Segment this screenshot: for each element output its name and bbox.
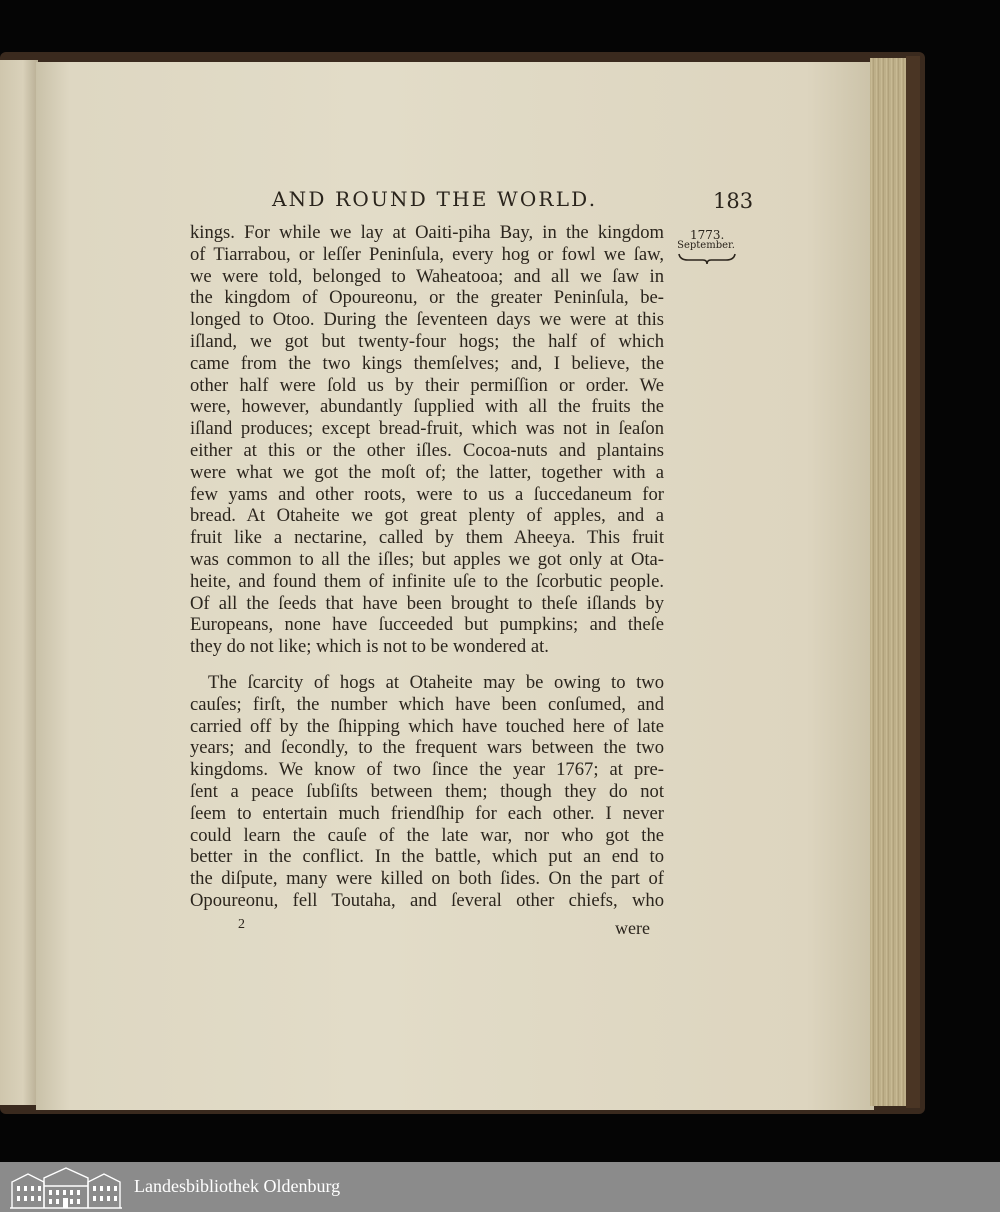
library-name[interactable]: Landesbibliothek Oldenburg: [134, 1176, 341, 1196]
text-line: could learn the cauſe of the late war, nor who got the: [190, 824, 664, 846]
text-line: the kingdom of Opoureonu, or the greater Peninſula, be-: [190, 287, 664, 309]
text-line: The ſcarcity of hogs at Otaheite may be owing to two: [208, 671, 664, 693]
margin-note-year: 1773.: [690, 228, 725, 242]
text-line: heite, and found them of infinite uſe to the ſcorbutic people.: [190, 570, 664, 592]
text-line: Opoureonu, fell Toutaha, and ſeveral other chiefs, who: [190, 889, 664, 911]
text-line: came from the two kings themſelves; and, I believe, the: [190, 352, 664, 374]
page-number: 183: [713, 189, 754, 213]
text-line: were what we got the moſt of; the latter, together with a: [190, 461, 664, 483]
text-line: other half were ſold us by their permiſſion or order. We: [190, 374, 664, 396]
catchword: were: [615, 918, 650, 938]
text-line: they do not like; which is not to be wondered at.: [190, 636, 549, 658]
text-line: cauſes; firſt, the number which have been conſumed, and: [190, 693, 664, 715]
text-line: Of all the ſeeds that have been brought to theſe iſlands by: [190, 592, 664, 614]
text-line: either at this or the other iſles. Cocoa-nuts and plantains: [190, 439, 664, 461]
text-line: we were told, belonged to Waheatooa; and all we ſaw in: [190, 265, 664, 287]
text-line: bread. At Otaheite we got great plenty of apples, and a: [190, 505, 664, 527]
text-line: kings. For while we lay at Oaiti-piha Bay, in the kingdom: [190, 222, 664, 243]
text-line: were, however, abundantly ſupplied with all the fruits the: [190, 396, 664, 418]
text-line: better in the conflict. In the battle, which put an end to: [190, 846, 664, 868]
text-line: of Tiarrabou, or leſſer Peninſula, every hog or fowl we ſaw,: [190, 243, 664, 265]
cover-spine-edge: [906, 56, 920, 1108]
margin-note-month: September.: [677, 240, 735, 251]
text-line: was common to all the iſles; but apples we got only at Ota-: [190, 548, 664, 570]
paragraph-gap: [190, 658, 664, 672]
left-page-sliver: [0, 60, 38, 1105]
text-line: few yams and other roots, were to us a ſuccedaneum for: [190, 483, 664, 505]
signature-mark: 2: [238, 917, 245, 932]
library-building-logo-icon[interactable]: [8, 1164, 124, 1210]
running-head: AND ROUND THE WORLD.: [272, 187, 598, 211]
text-line: ſeem to entertain much friendſhip for each other. I never: [190, 802, 664, 824]
text-line: the diſpute, many were killed on both ſides. On the part of: [190, 868, 664, 890]
text-line: iſland, we got but twenty-four hogs; the half of which: [190, 330, 664, 352]
text-line: iſland produces; except bread-fruit, which was not in ſeaſon: [190, 418, 664, 440]
margin-brace-icon: [678, 252, 736, 266]
text-line: Europeans, none have ſucceeded but pumpkins; and theſe: [190, 614, 664, 636]
text-line: years; and ſecondly, to the frequent wars between the two: [190, 737, 664, 759]
text-line: fruit like a nectarine, called by them Aheeya. This fruit: [190, 527, 664, 549]
text-line: carried off by the ſhipping which have touched here of late: [190, 715, 664, 737]
body-text: [190, 222, 664, 912]
text-line: longed to Otoo. During the ſeventeen days we were at this: [190, 309, 664, 331]
text-line: kingdoms. We know of two ſince the year 1767; at pre-: [190, 759, 664, 781]
text-line: ſent a peace ſubſiſts between them; though they do not: [190, 780, 664, 802]
